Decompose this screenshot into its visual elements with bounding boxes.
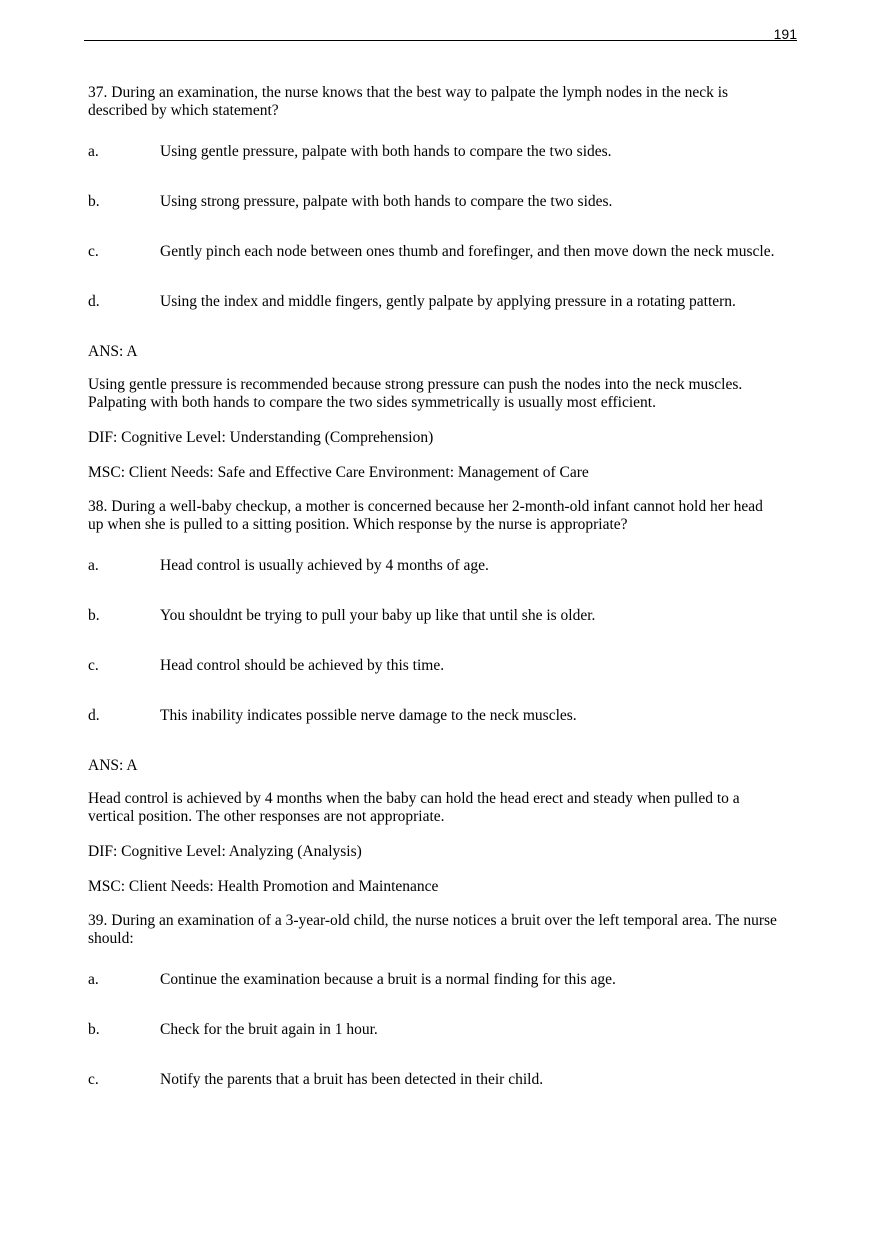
option-text: This inability indicates possible nerve damage to the neck muscles. (160, 707, 577, 724)
option-text: Head control should be achieved by this time. (160, 657, 445, 674)
option-b (88, 607, 800, 625)
question-stem-line: up when she is pulled to a sitting position. Which response by the nurse is appropriate? (88, 516, 628, 533)
answer-key: ANS: A (88, 757, 138, 774)
option-text: Continue the examination because a bruit is a normal finding for this age. (160, 971, 616, 988)
question-stem (88, 912, 800, 948)
option-text: Notify the parents that a bruit has been detected in their child. (160, 1071, 544, 1088)
rationale-line: vertical position. The other responses are not appropriate. (88, 808, 445, 825)
option-a (88, 143, 800, 161)
rationale (88, 376, 800, 412)
question-stem-line: 37. During an examination, the nurse knows that the best way to palpate the lymph nodes in the neck is (88, 84, 729, 101)
header-rule (84, 40, 797, 41)
option-text: Using gentle pressure, palpate with both hands to compare the two sides. (160, 143, 612, 160)
option-c (88, 657, 800, 675)
option-letter: b. (88, 607, 100, 624)
option-letter: c. (88, 243, 99, 260)
client-needs: MSC: Client Needs: Health Promotion and Maintenance (88, 878, 439, 895)
answer-key: ANS: A (88, 343, 138, 360)
difficulty-level: DIF: Cognitive Level: Understanding (Comprehension) (88, 429, 434, 446)
client-needs: MSC: Client Needs: Safe and Effective Care Environment: Management of Care (88, 464, 589, 481)
option-letter: a. (88, 971, 99, 988)
option-letter: d. (88, 293, 100, 310)
question-stem (88, 84, 800, 120)
question-stem (88, 498, 800, 534)
option-letter: c. (88, 1071, 99, 1088)
rationale (88, 790, 800, 826)
option-text: Check for the bruit again in 1 hour. (160, 1021, 378, 1038)
rationale-line: Head control is achieved by 4 months when the baby can hold the head erect and steady when pulled to a (88, 790, 740, 807)
option-letter: c. (88, 657, 99, 674)
option-text: Using strong pressure, palpate with both hands to compare the two sides. (160, 193, 613, 210)
option-d (88, 293, 800, 311)
question-38 (88, 498, 800, 896)
option-letter: d. (88, 707, 100, 724)
option-text: You shouldnt be trying to pull your baby up like that until she is older. (160, 607, 596, 624)
option-a (88, 971, 800, 989)
option-c (88, 243, 800, 261)
question-stem-line: 39. During an examination of a 3-year-old child, the nurse notices a bruit over the left temporal area. The nurse (88, 912, 777, 929)
option-letter: a. (88, 143, 99, 160)
question-stem-line: 38. During a well-baby checkup, a mother is concerned because her 2-month-old infant cannot hold her head (88, 498, 763, 515)
question-37 (88, 84, 800, 482)
option-letter: b. (88, 1021, 100, 1038)
option-text: Head control is usually achieved by 4 months of age. (160, 557, 489, 574)
question-stem-line: described by which statement? (88, 102, 279, 119)
option-text: Using the index and middle fingers, gently palpate by applying pressure in a rotating pattern. (160, 293, 736, 310)
question-39 (88, 912, 800, 1089)
option-a (88, 557, 800, 575)
option-letter: b. (88, 193, 100, 210)
option-letter: a. (88, 557, 99, 574)
option-b (88, 193, 800, 211)
question-stem-line: should: (88, 930, 134, 947)
difficulty-level: DIF: Cognitive Level: Analyzing (Analysis) (88, 843, 362, 860)
option-b (88, 1021, 800, 1039)
option-c (88, 1071, 800, 1089)
page-number: 191 (773, 26, 797, 42)
rationale-line: Using gentle pressure is recommended because strong pressure can push the nodes into the neck muscles. (88, 376, 743, 393)
option-text: Gently pinch each node between ones thumb and forefinger, and then move down the neck muscle. (160, 243, 775, 260)
option-d (88, 707, 800, 725)
document-body (88, 84, 800, 1121)
rationale-line: Palpating with both hands to compare the two sides symmetrically is usually most efficient. (88, 394, 656, 411)
